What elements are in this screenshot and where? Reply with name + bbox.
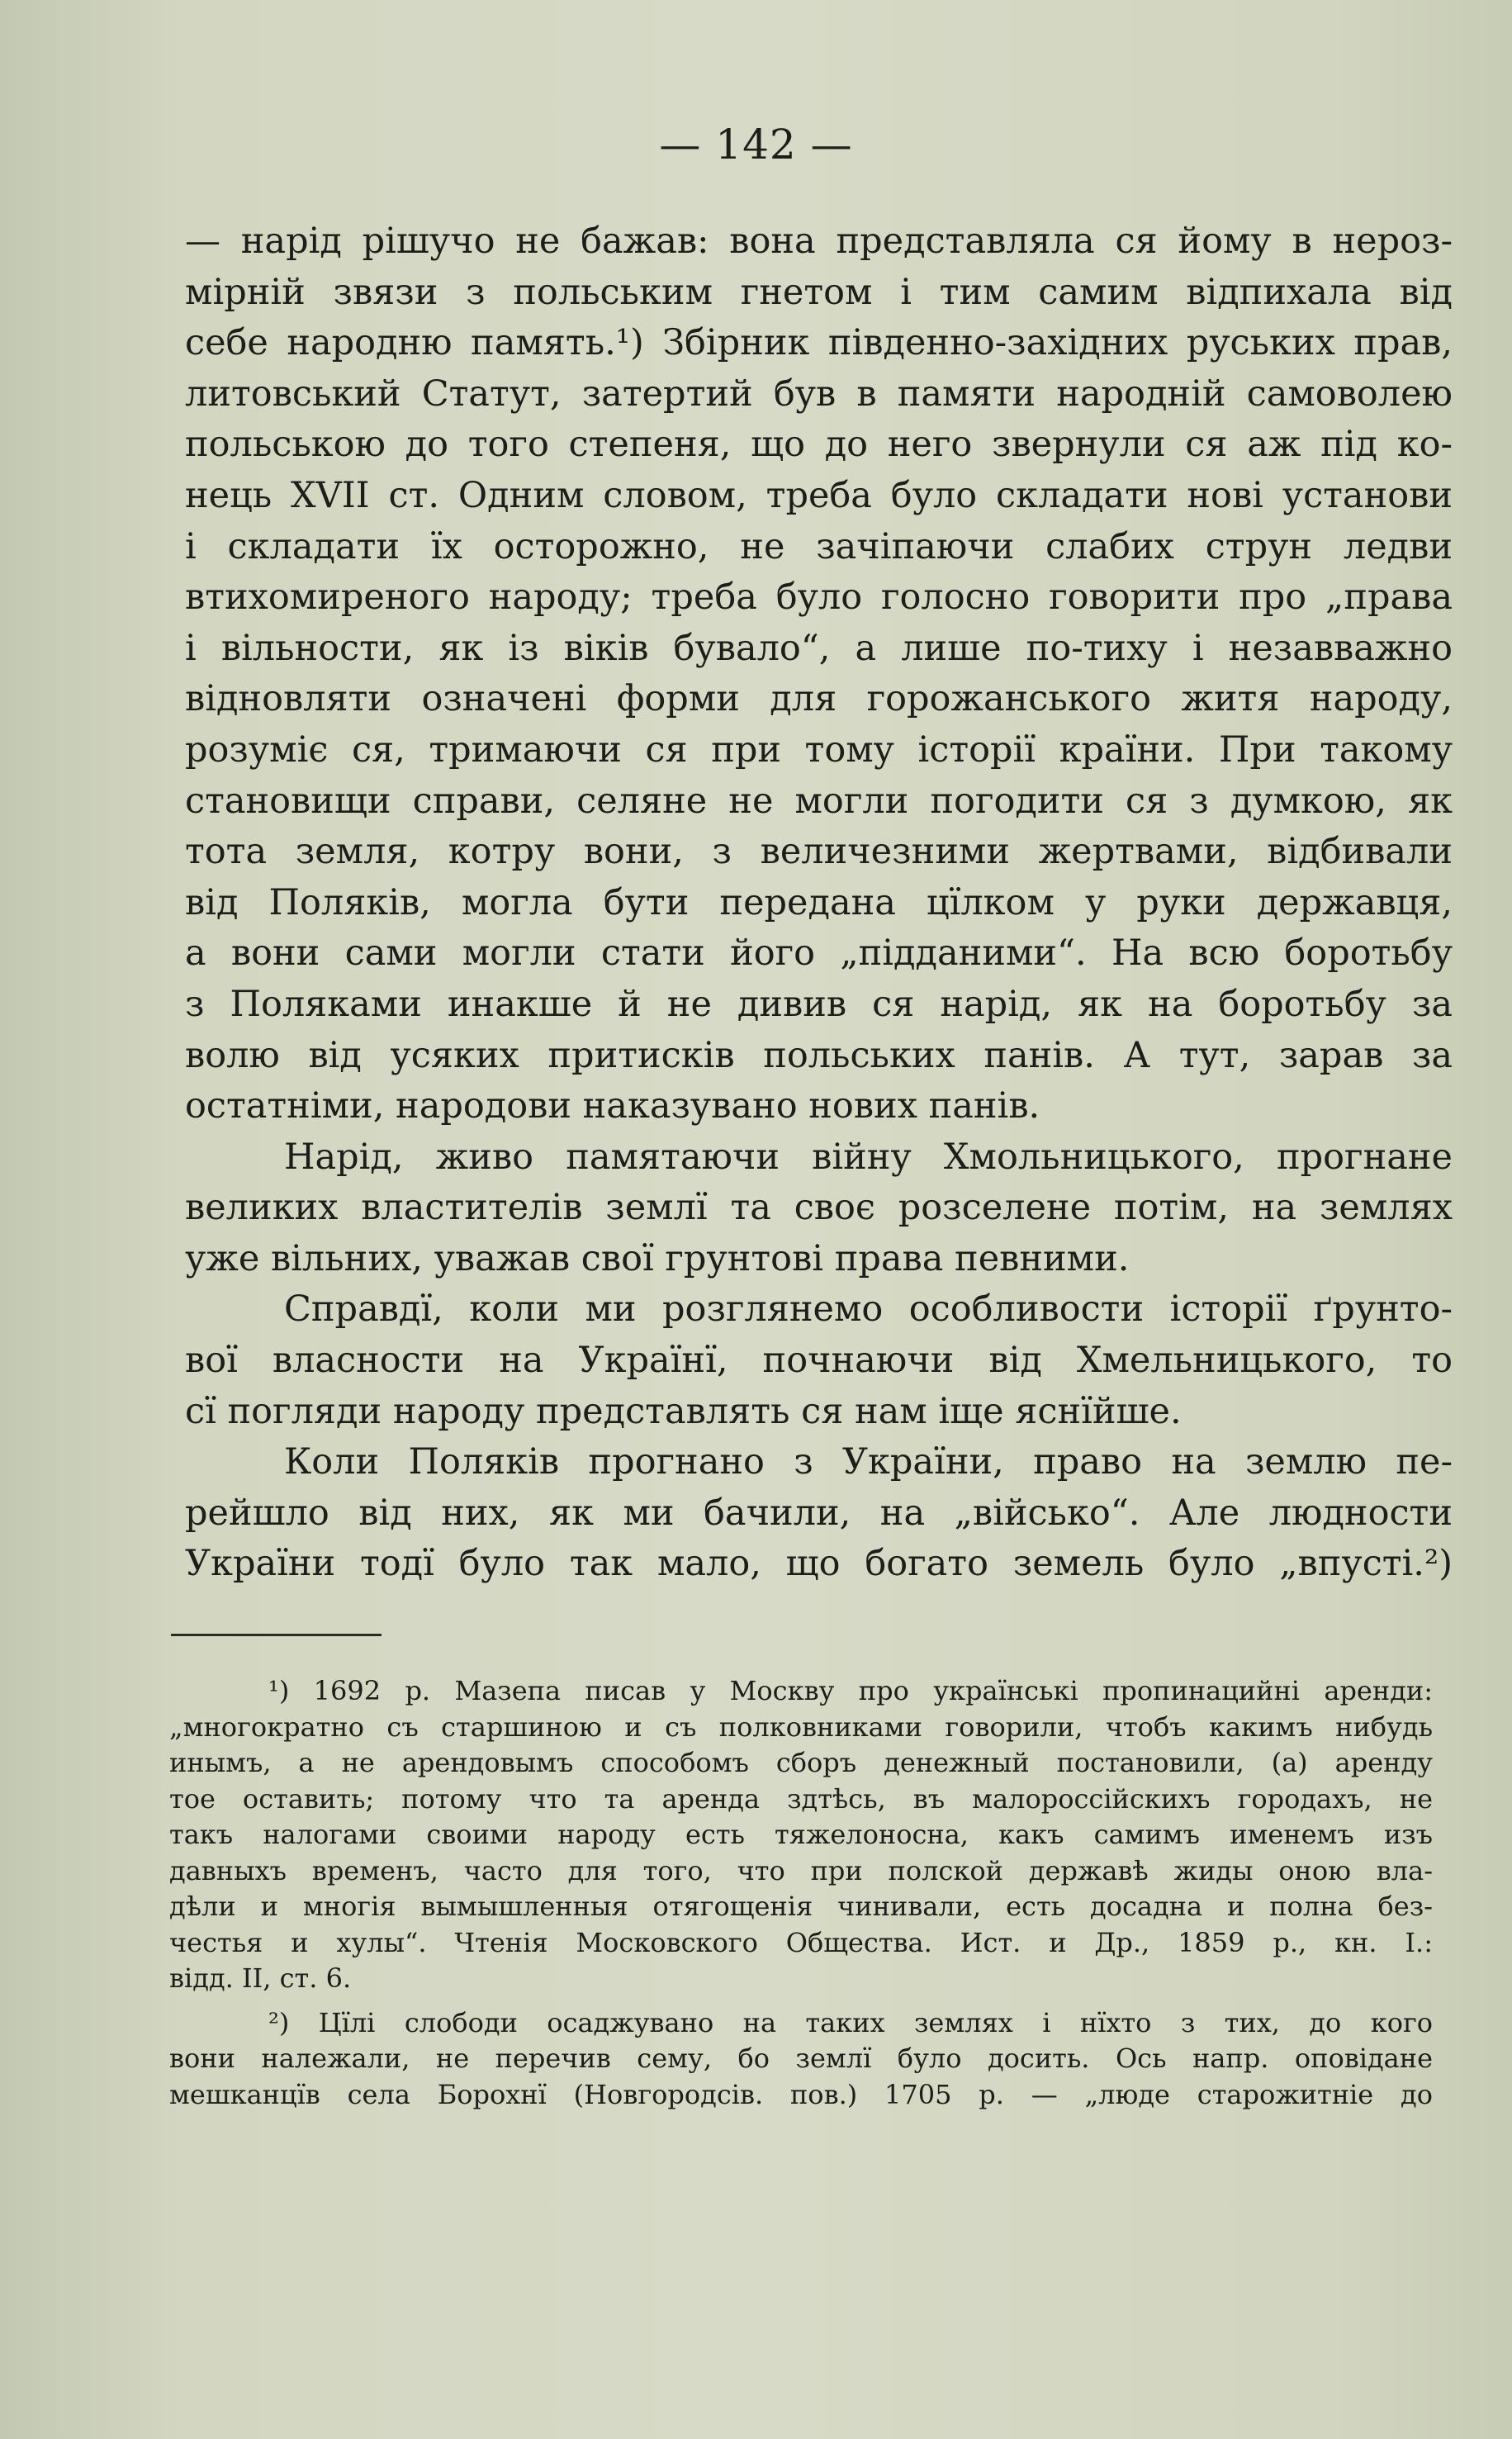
footnote-separator — [171, 1634, 382, 1636]
text-line: розуміє ся, тримаючи ся при тому історії країни. При такому — [185, 728, 1453, 771]
footnote-line: ¹) 1692 р. Мазепа писав у Москву про українські пропинацийні аренди: — [268, 1675, 1433, 1706]
text-line: тота земля, котру вони, з величезними жертвами, відбивали — [185, 831, 1453, 873]
text-line: волю від усяких притисків польських панів. А тут, зарав за — [185, 1034, 1453, 1076]
footnote-line: мешканцїв села Борохнї (Новгородсів. пов.) 1705 р. — „люде старожитніе до — [169, 2078, 1433, 2110]
text-line: польською до того степеня, що до него звернули ся аж під ко- — [185, 424, 1453, 466]
text-line: вої власности на Українї, почнаючи від Хмельницького, то — [185, 1340, 1453, 1382]
footnote-line: дѣли и многія вымышленныя отягощенія чинивали, есть досадна и полна без- — [169, 1891, 1433, 1922]
text-line: уже вільних, уважав свої грунтові права певними. — [185, 1237, 1130, 1279]
text-line: остатніми, народови наказувано нових панів. — [185, 1085, 1040, 1127]
text-line: і складати їх осторожно, не зачіпаючи слабих струн ледви — [185, 525, 1453, 567]
footnote-line: инымъ, а не арендовымъ способомъ сборъ денежный постановили, (а) аренду — [169, 1747, 1433, 1778]
text-line: і вільности, як із віків бувало“, а лише по-тиху і незавважно — [185, 627, 1453, 669]
text-line: а вони сами могли стати його „підданими“. На всю боротьбу — [185, 932, 1453, 975]
footnote-line: відд. II, ст. 6. — [169, 1962, 352, 1994]
footnotes — [169, 1673, 1433, 2113]
footnote-line: тое оставить; потому что та аренда здтѣсь, въ малороссійскихъ городахъ, не — [169, 1782, 1433, 1815]
footnote-line: вони належали, не перечив сему, бо землї було досить. Ось напр. оповідане — [169, 2043, 1433, 2074]
footnote-line: ²) Цїлі слободи осаджувано на таких землях і нїхто з тих, до кого — [268, 2006, 1433, 2038]
text-line: з Поляками инакше й не дивив ся нарід, як на боротьбу за — [185, 983, 1453, 1025]
text-line: великих властителів землї та своє розселене потім, на землях — [185, 1187, 1453, 1229]
text-line: себе народню память.¹) Збірник південно-західних руських прав, — [185, 322, 1453, 364]
main-text — [185, 216, 1453, 1590]
text-line: від Поляків, могла бути передана цїлком у руки державця, — [185, 881, 1453, 923]
text-line: відновляти означені форми для горожанського житя народу, — [185, 678, 1453, 720]
text-line: нець XVII ст. Одним словом, треба було складати нові установи — [185, 474, 1453, 516]
text-line: рейшло від них, як ми бачили, на „військо“. Але людности — [185, 1492, 1453, 1534]
text-line: втихомиреного народу; треба було голосно говорити про „права — [185, 577, 1453, 619]
text-line: сї погляди народу представлять ся нам іще яснїйше. — [185, 1390, 1182, 1432]
text-line: України тодї було так мало, що богато земель було „впусті.²) — [185, 1543, 1453, 1585]
text-line: Коли Поляків прогнано з України, право на землю пе- — [284, 1441, 1453, 1483]
text-line: Нарід, живо памятаючи війну Хмольницького, прогнане — [284, 1136, 1453, 1178]
text-line: — нарід рішучо не бажав: вона представляла ся йому в нероз- — [185, 221, 1453, 262]
text-line: становищи справи, селяне не могли погодити ся з думкою, як — [185, 780, 1453, 822]
footnote-line: честья и хулы“. Чтенія Московского Общества. Иcт. и Др., 1859 р., кн. I.: — [169, 1926, 1433, 1958]
text-line: мірній звязи з польським гнетом і тим самим відпихала від — [185, 271, 1453, 313]
text-line: литовський Статут, затертий був в памяти народній самоволею — [185, 372, 1453, 415]
footnote-line: такъ налогами своими народу есть тяжелоносна, какъ самимъ именемъ изъ — [169, 1819, 1433, 1850]
footnote-line: давныхъ временъ, часто для того, что при полской державѣ жиды оною вла- — [169, 1854, 1433, 1886]
page-number: — 142 — — [659, 121, 853, 168]
text-line: Справдї, коли ми розглянемо особливости історії ґрунто- — [284, 1288, 1453, 1331]
footnote-line: „многократно съ старшиною и съ полковниками говорили, чтобъ какимъ нибудь — [169, 1711, 1433, 1743]
